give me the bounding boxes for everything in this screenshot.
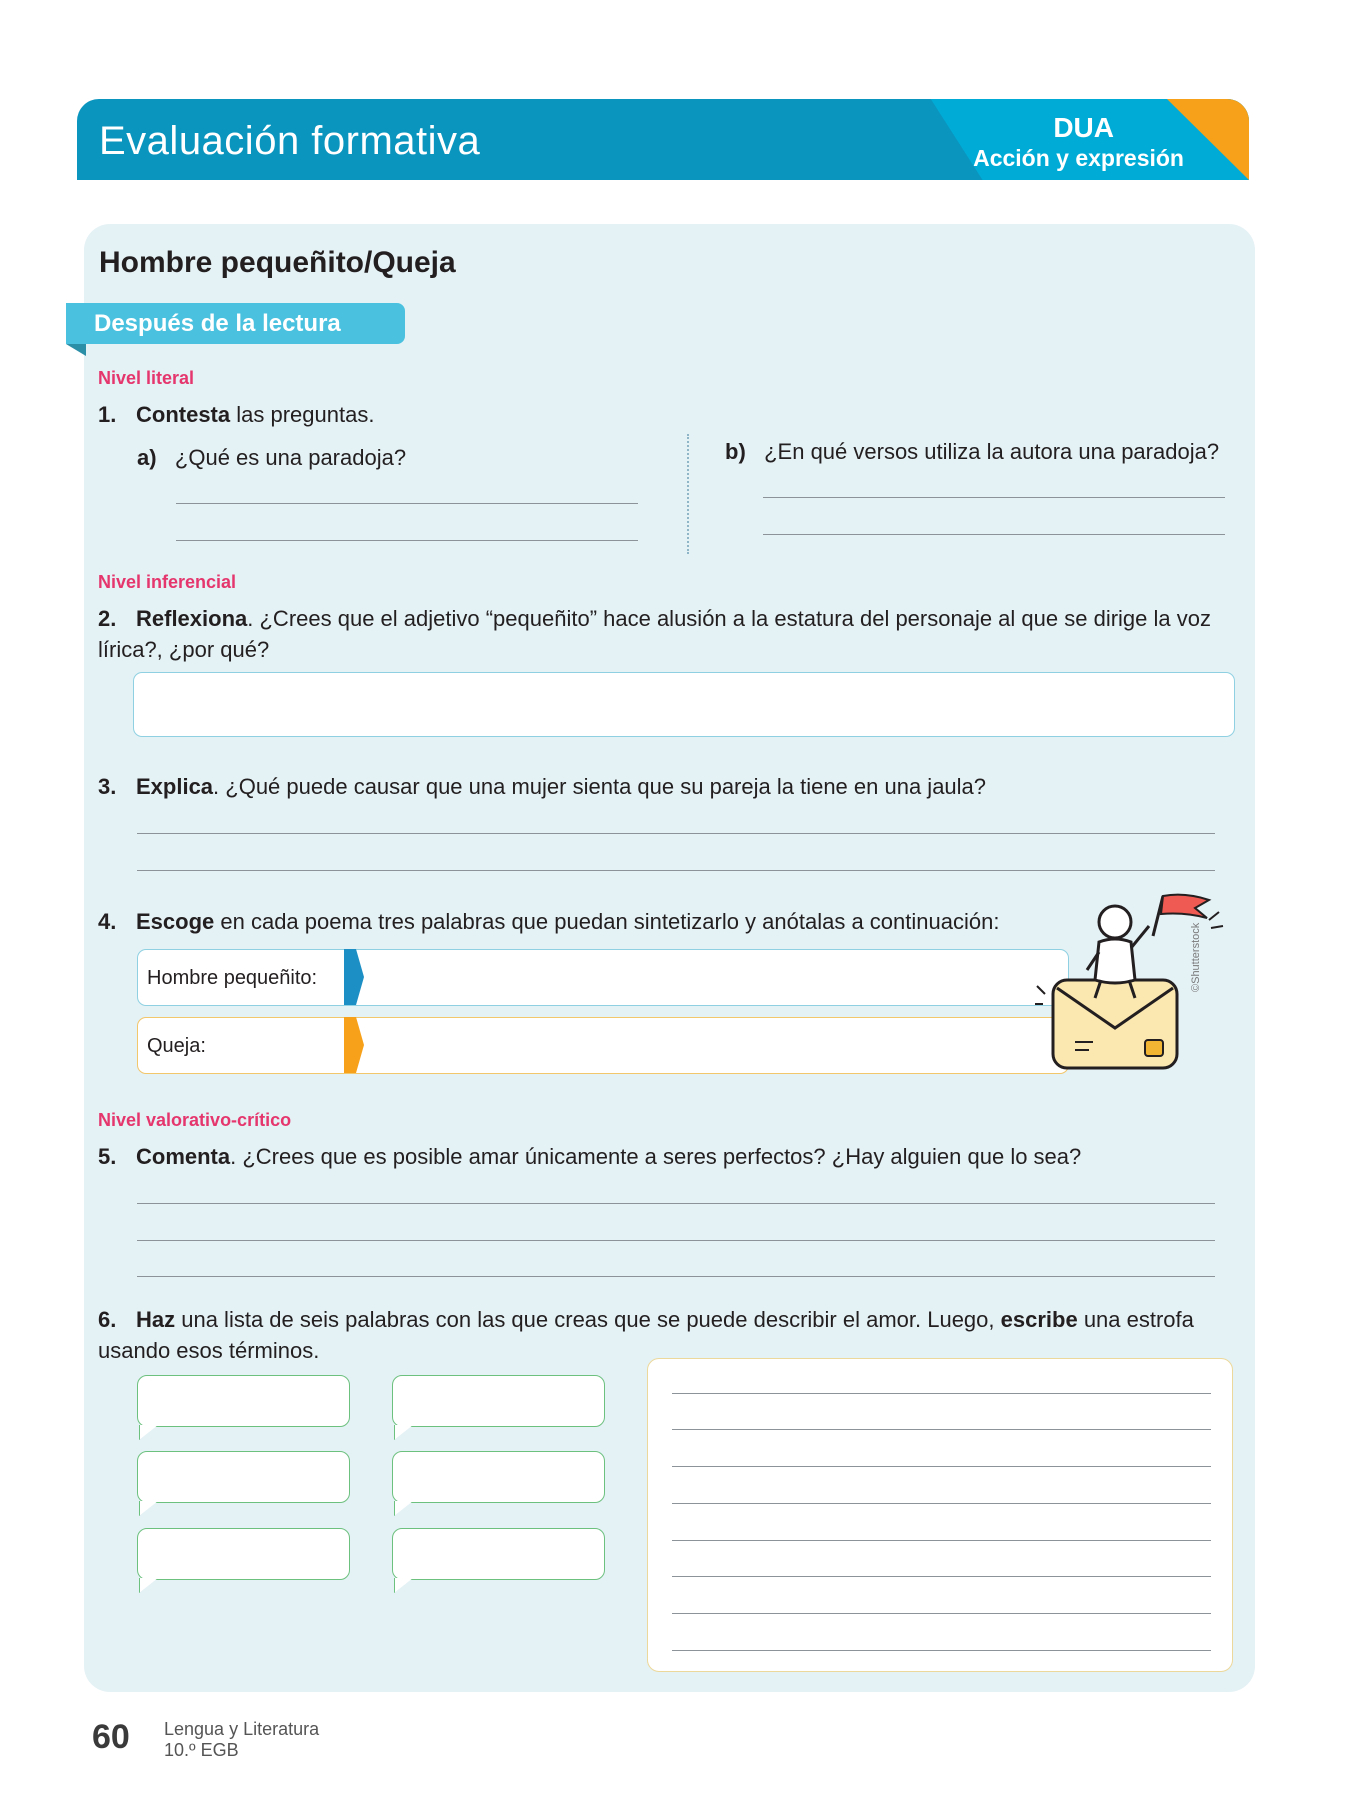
subquestion-label: a) (137, 445, 157, 470)
word-bubble[interactable] (137, 1451, 350, 1503)
question-verb-2: escribe (1000, 1307, 1078, 1332)
writing-line[interactable] (672, 1466, 1211, 1467)
question-number: 6. (98, 1307, 117, 1332)
word-bubble[interactable] (137, 1528, 350, 1580)
question-text: en cada poema tres palabras que puedan sintetizarlo y anótalas a continuación: (214, 909, 1000, 934)
word-bubble[interactable] (392, 1528, 605, 1580)
question-6 (98, 1304, 1233, 1366)
level-valorativo-label: Nivel valorativo-crítico (98, 1110, 292, 1130)
word-field-label: Queja: (147, 1035, 206, 1057)
answer-line[interactable] (763, 534, 1225, 535)
writing-line[interactable] (672, 1650, 1211, 1651)
question-1b (725, 436, 1219, 467)
question-text: . ¿Crees que es posible amar únicamente a seres perfectos? ¿Hay alguien que lo sea? (230, 1144, 1082, 1169)
answer-line[interactable] (137, 870, 1215, 871)
question-verb: Reflexiona (136, 606, 248, 631)
question-4 (98, 906, 999, 937)
word-field-queja[interactable] (137, 1017, 1069, 1074)
writing-line[interactable] (672, 1540, 1211, 1541)
subquestion-label: b) (725, 439, 746, 464)
header-title: Evaluación formativa (99, 119, 481, 163)
question-text: una lista de seis palabras con las que creas que se puede describir el amor. Luego, (175, 1307, 1001, 1332)
footer-grade: 10.º EGB (164, 1740, 239, 1760)
question-verb: Explica (136, 774, 214, 799)
question-text: las preguntas. (230, 402, 375, 427)
level-literal-label: Nivel literal (98, 368, 195, 388)
question-text-end: una estrofa usando esos términos. (98, 1307, 1194, 1363)
question-number: 2. (98, 606, 117, 631)
dua-title: DUA (1053, 112, 1114, 143)
question-1 (98, 399, 374, 430)
writing-line[interactable] (672, 1429, 1211, 1430)
section-title: Después de la lectura (94, 310, 341, 337)
subquestion-text: ¿En qué versos utiliza la autora una paradoja? (764, 439, 1220, 464)
answer-line[interactable] (137, 1276, 1215, 1277)
word-bubble[interactable] (392, 1451, 605, 1503)
question-text: . ¿Crees que el adjetivo “pequeñito” hace alusión a la estatura del personaje al que se dirige la voz lírica?, ¿por qué? (98, 606, 1211, 662)
writing-line[interactable] (672, 1576, 1211, 1577)
answer-box[interactable] (133, 672, 1235, 737)
writing-line[interactable] (672, 1613, 1211, 1614)
answer-line[interactable] (137, 1240, 1215, 1241)
question-number: 1. (98, 402, 117, 427)
column-divider (687, 434, 689, 554)
question-2 (98, 603, 1233, 665)
dua-subtitle: Acción y expresión (973, 145, 1184, 171)
question-text: . ¿Qué puede causar que una mujer sienta que su pareja la tiene en una jaula? (213, 774, 987, 799)
footer-subject: Lengua y Literatura (164, 1719, 320, 1739)
word-bubble[interactable] (137, 1375, 350, 1427)
word-bubble[interactable] (392, 1375, 605, 1427)
header-bar (77, 99, 1249, 180)
question-verb: Comenta (136, 1144, 231, 1169)
word-field-label: Hombre pequeñito: (147, 967, 318, 989)
question-verb: Contesta (136, 402, 231, 427)
answer-line[interactable] (176, 503, 638, 504)
answer-line[interactable] (763, 497, 1225, 498)
question-number: 4. (98, 909, 117, 934)
level-inferencial-label: Nivel inferencial (98, 572, 237, 592)
question-number: 5. (98, 1144, 117, 1169)
writing-line[interactable] (672, 1393, 1211, 1394)
subquestion-text: ¿Qué es una paradoja? (174, 445, 407, 470)
answer-line[interactable] (137, 833, 1215, 834)
answer-line[interactable] (137, 1203, 1215, 1204)
worksheet-title: Hombre pequeñito/Queja (99, 246, 456, 279)
question-1a (137, 442, 406, 473)
answer-line[interactable] (176, 540, 638, 541)
question-5 (98, 1141, 1081, 1172)
stanza-writing-box[interactable] (647, 1358, 1233, 1672)
question-number: 3. (98, 774, 117, 799)
question-3 (98, 771, 986, 802)
question-verb: Escoge (136, 909, 215, 934)
section-banner-fold (66, 344, 86, 356)
image-credit: ©Shutterstock (1190, 922, 1202, 992)
question-verb: Haz (136, 1307, 176, 1332)
page-number: 60 (92, 1718, 130, 1756)
writing-line[interactable] (672, 1503, 1211, 1504)
